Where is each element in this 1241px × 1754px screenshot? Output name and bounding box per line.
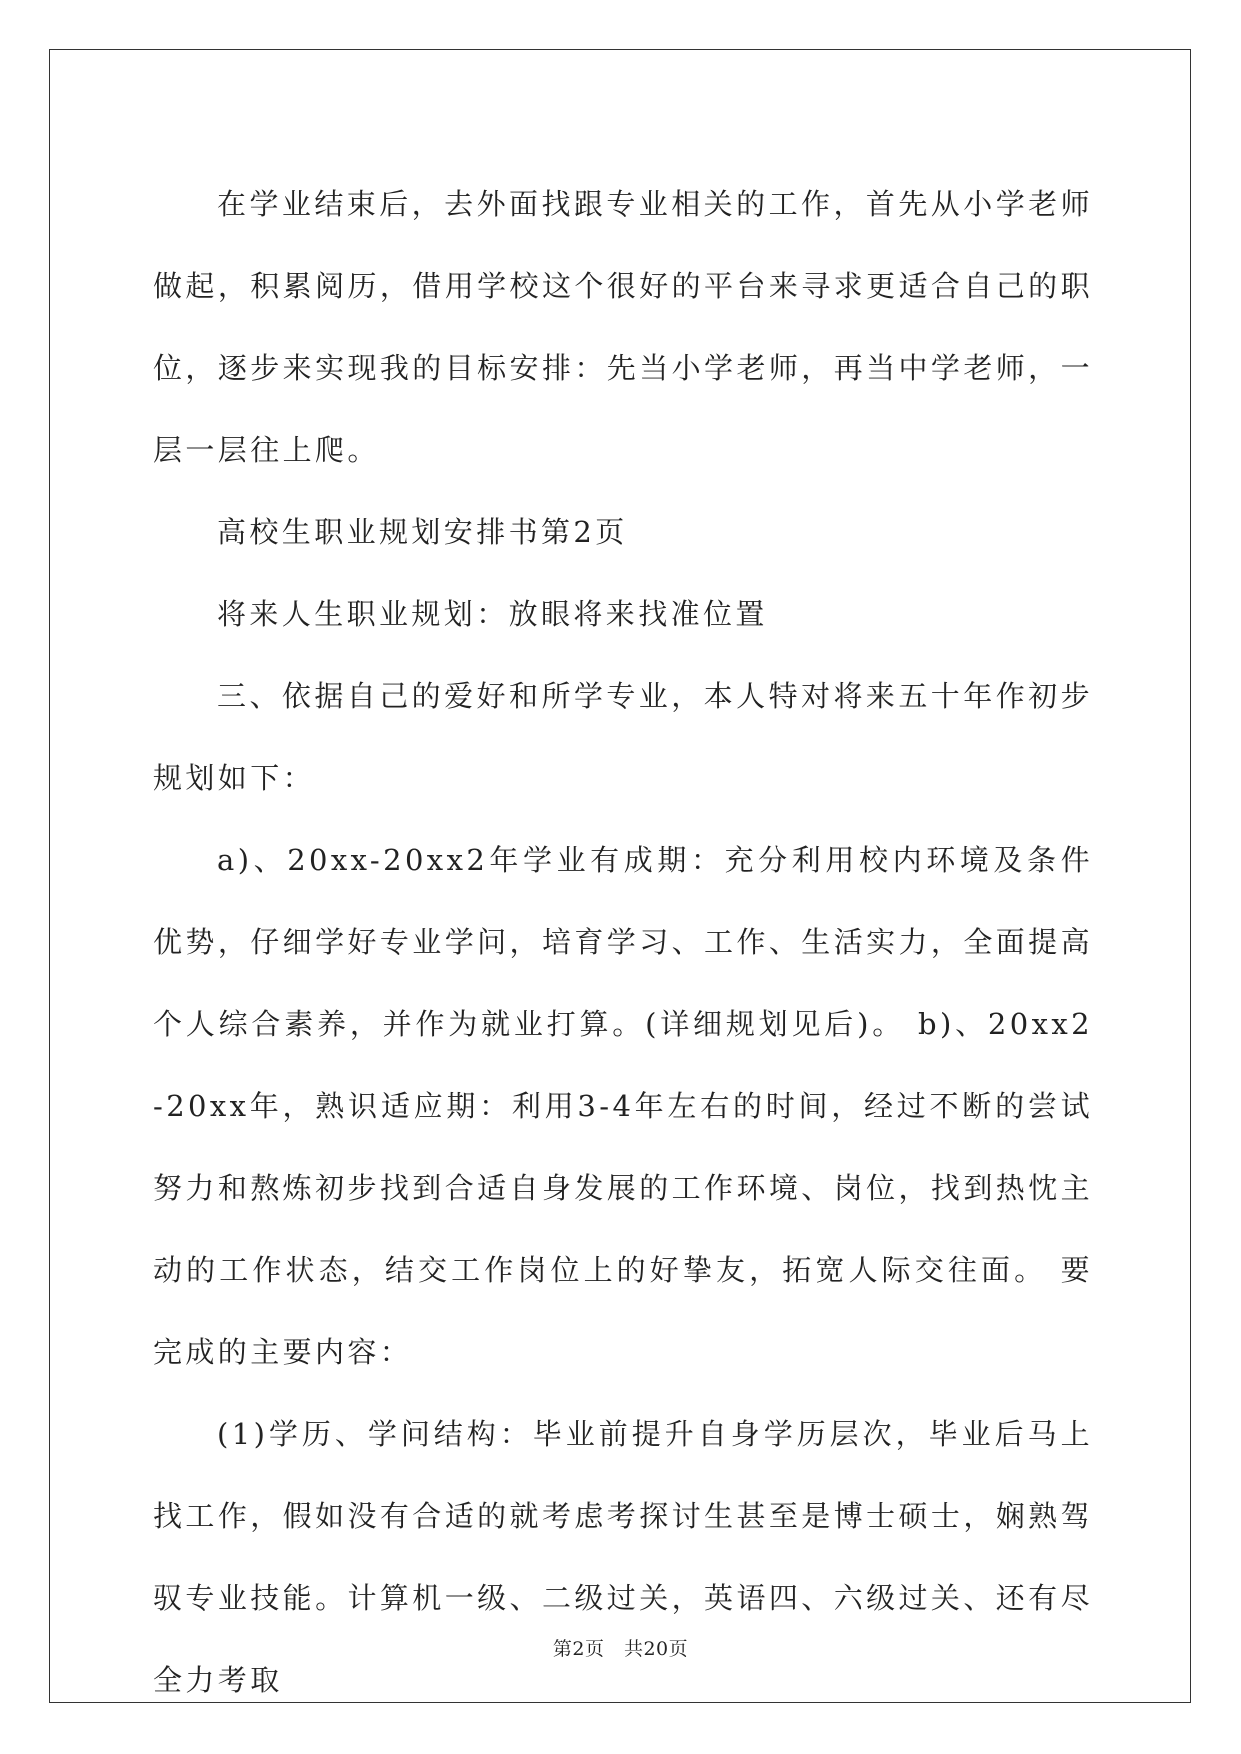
paragraph-career-start: 在学业结束后，去外面找跟专业相关的工作，首先从小学老师做起，积累阅历，借用学校这个很好的平台来寻求更适合自己的职位，逐步来实现我的目标安排：先当小学老师，再当中学老师，一层一层往上爬。	[153, 187, 1093, 467]
page-number-footer: 第2页 共20页	[552, 1638, 689, 1660]
paragraph-section-title: 高校生职业规划安排书第2页	[217, 515, 628, 549]
paragraph-future-plan-heading: 将来人生职业规划：放眼将来找准位置	[217, 597, 768, 631]
paragraph-education-structure: (1)学历、学问结构：毕业前提升自身学历层次，毕业后马上找工作，假如没有合适的就考虑考探讨生甚至是博士硕士，娴熟驾驭专业技能。计算机一级、二级过关，英语四、六级过关、还有尽全力考取	[153, 1417, 1093, 1697]
document-body	[153, 163, 1093, 1721]
paragraph-fifty-year-plan: 三、依据自己的爱好和所学专业，本人特对将来五十年作初步规划如下：	[153, 679, 1093, 795]
paragraph-stages: a)、20xx-20xx2年学业有成期：充分利用校内环境及条件优势，仔细学好专业学问，培育学习、工作、生活实力，全面提高个人综合素养，并作为就业打算。(详细规划见后)。 b)、20xx2-20xx年，熟识适应期：利用3-4年左右的时间，经过不断的尝试努力和熬炼初步找到合适自身发展的工作环境、岗位，找到热忱主动的工作状态，结交工作岗位上的好挚友，拓宽人际交往面。 要完成的主要内容：	[153, 843, 1093, 1369]
